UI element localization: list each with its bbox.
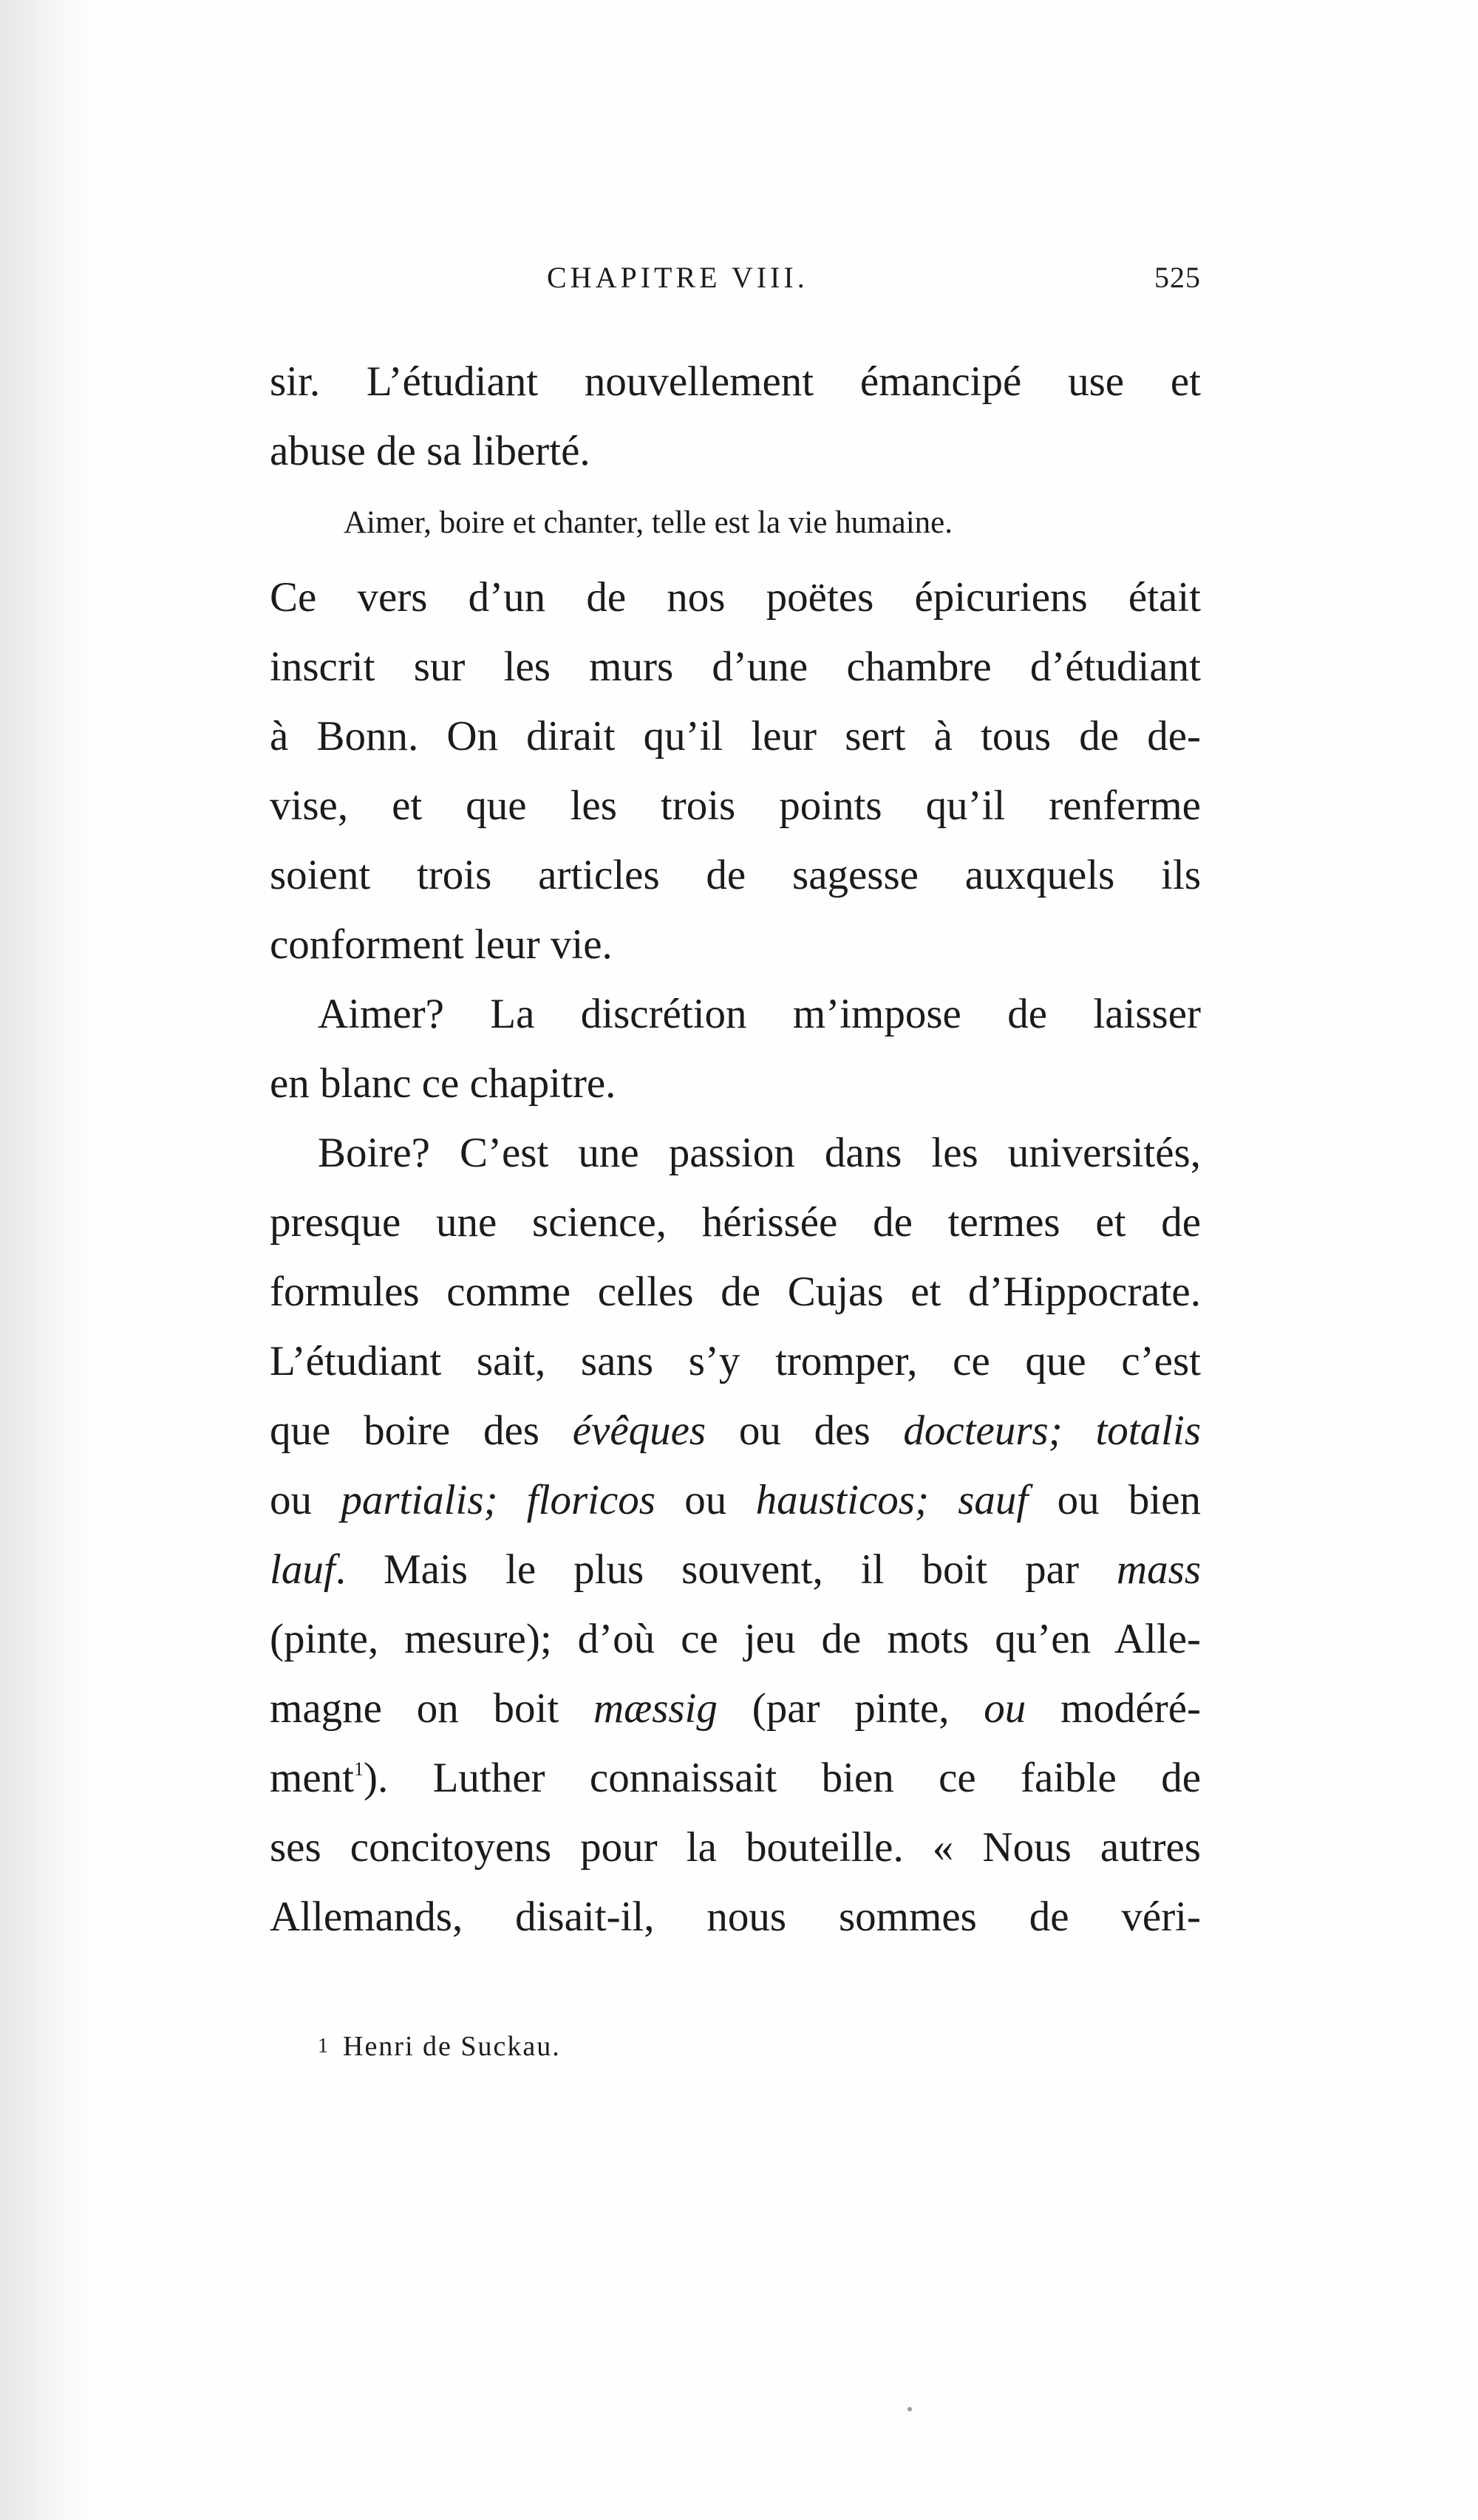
- paper-speck: [907, 2407, 912, 2411]
- body-text: [270, 347, 1201, 1952]
- text-line: Ce vers d’un de nos poëtes épicuriens était: [270, 574, 1201, 621]
- italic-term: ou: [984, 1685, 1026, 1732]
- text-line: en blanc ce chapitre.: [270, 1060, 616, 1107]
- binding-gutter-shadow: [0, 0, 89, 2520]
- text-line: (pinte, mesure); d’où ce jeu de mots qu’en Alle-: [270, 1616, 1201, 1662]
- page-number: 525: [1154, 261, 1201, 294]
- text-run: modéré-: [1026, 1685, 1201, 1732]
- paragraph-3: [270, 980, 1201, 1119]
- text-run: ou: [655, 1477, 756, 1523]
- italic-term: mæssig: [593, 1685, 718, 1732]
- footnote-reference: 1: [353, 1758, 364, 1780]
- italic-term: hausticos; sauf: [755, 1477, 1029, 1523]
- text-line: [270, 1535, 1201, 1605]
- text-line: formules comme celles de Cujas et d’Hippocrate.: [270, 1268, 1201, 1315]
- text-run: (par pinte,: [717, 1685, 984, 1732]
- text-line: abuse de sa liberté.: [270, 428, 590, 474]
- italic-term: partialis; floricos: [341, 1477, 655, 1523]
- text-line: soient trois articles de sagesse auxquels ils: [270, 852, 1201, 898]
- verse-quotation: Aimer, boire et chanter, telle est la vie humaine.: [344, 505, 953, 540]
- text-run: . Mais le plus souvent, il boit par: [335, 1546, 1117, 1593]
- text-line: L’étudiant sait, sans s’y tromper, ce que c’est: [270, 1338, 1201, 1384]
- text-run: ou: [270, 1477, 341, 1523]
- italic-term: évêques: [572, 1407, 706, 1454]
- text-run: ment: [270, 1755, 354, 1801]
- text-run: ou des: [706, 1407, 904, 1454]
- text-line: Allemands, disait-il, nous sommes de véri-: [270, 1894, 1201, 1940]
- italic-term: docteurs; totalis: [903, 1407, 1202, 1454]
- footnote-marker: 1: [318, 2035, 330, 2058]
- text-line: presque une science, hérissée de termes et de: [270, 1199, 1201, 1246]
- italic-term: lauf: [270, 1546, 336, 1593]
- text-run: ou bien: [1028, 1477, 1202, 1523]
- running-title: CHAPITRE VIII.: [547, 261, 808, 294]
- text-run: ). Luther connaissait bien ce faible de: [363, 1755, 1201, 1801]
- text-run: magne on boit: [270, 1685, 594, 1732]
- text-line: [270, 1396, 1201, 1466]
- text-line: [270, 1674, 1201, 1744]
- italic-term: mass: [1116, 1546, 1201, 1593]
- text-line: Aimer? La discrétion m’impose de laisser: [318, 991, 1201, 1037]
- paragraph-2: [270, 563, 1201, 980]
- footnote-text: Henri de Suckau.: [343, 2031, 561, 2062]
- text-line: conforment leur vie.: [270, 921, 613, 968]
- running-head: [270, 260, 1201, 304]
- text-line: [270, 1466, 1201, 1535]
- text-line: ses concitoyens pour la bouteille. « Nous autres: [270, 1824, 1201, 1871]
- footnote: [318, 2030, 561, 2063]
- text-line: sir. L’étudiant nouvellement émancipé use et: [270, 358, 1201, 405]
- paragraph-4: [270, 1119, 1201, 1952]
- text-line: vise, et que les trois points qu’il renferme: [270, 782, 1201, 829]
- text-line: inscrit sur les murs d’une chambre d’étudiant: [270, 643, 1201, 690]
- paragraph-1: [270, 347, 1201, 486]
- text-run: que boire des: [270, 1407, 573, 1454]
- text-line: à Bonn. On dirait qu’il leur sert à tous de de-: [270, 713, 1201, 759]
- text-line: [270, 1744, 1201, 1813]
- text-line: Boire? C’est une passion dans les universités,: [318, 1130, 1201, 1176]
